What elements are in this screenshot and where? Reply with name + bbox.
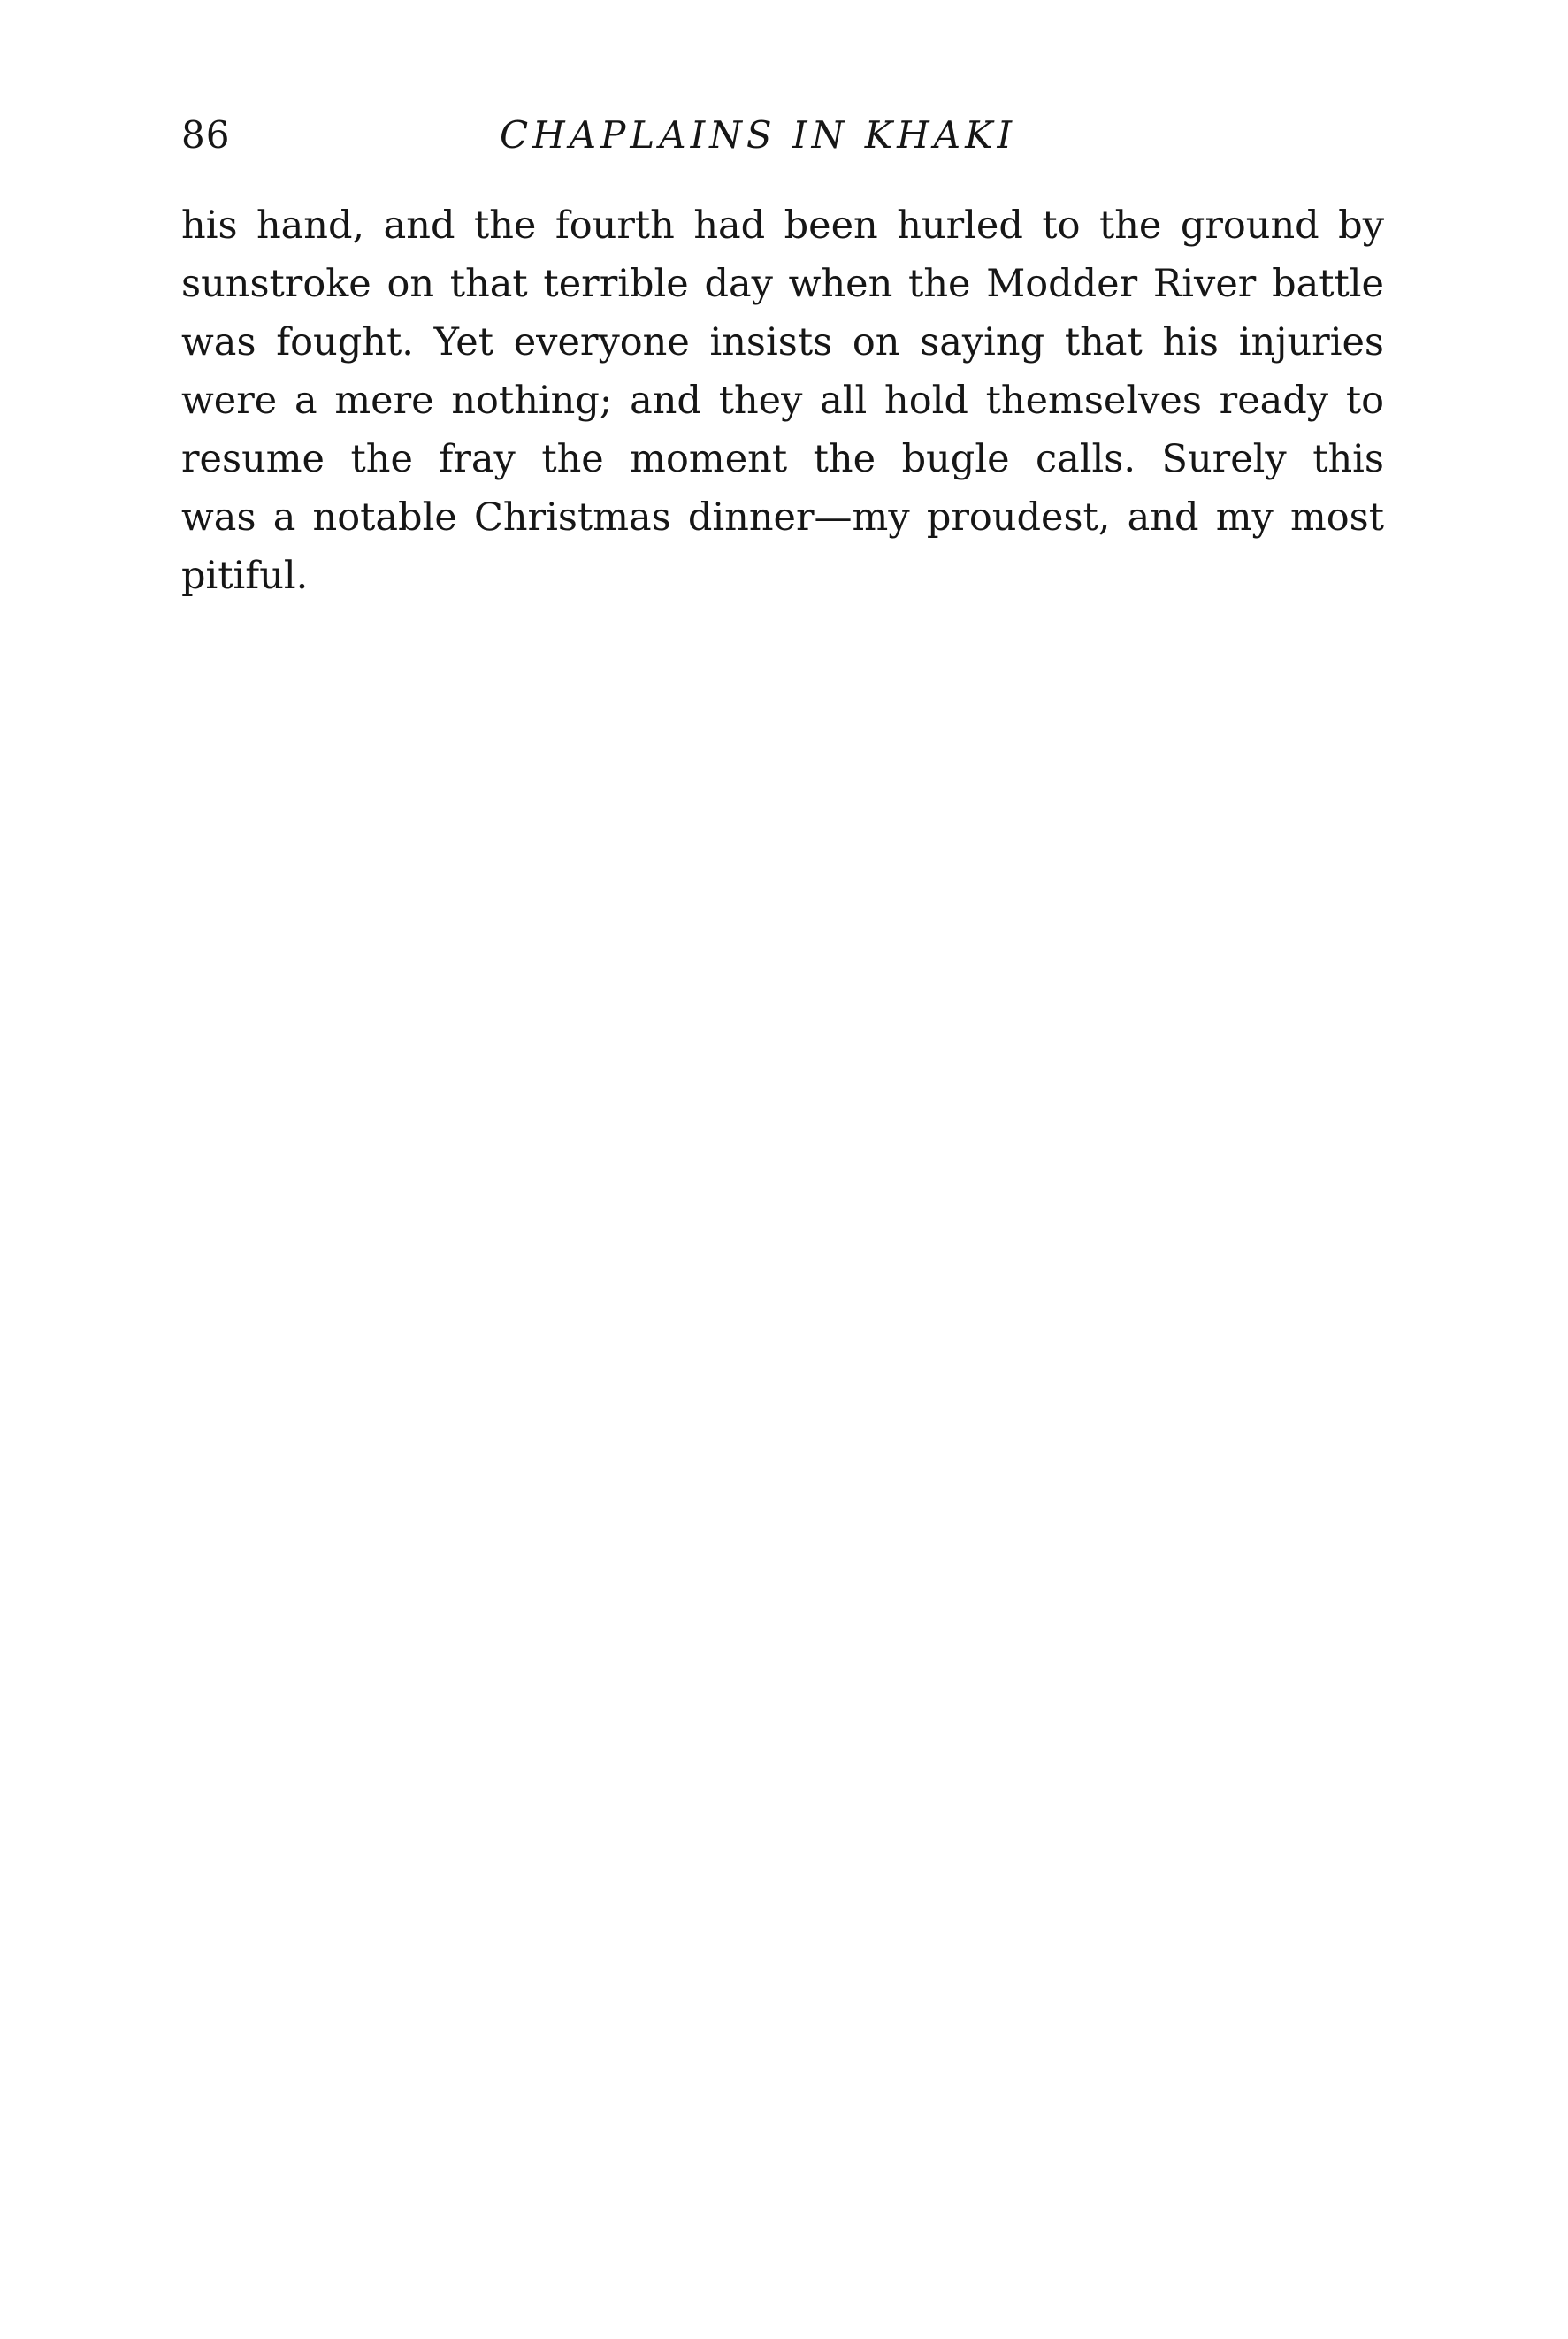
- text-line: his hand, and the fourth had been hurled to the ground by: [181, 203, 1384, 248]
- text-line: were a mere nothing; and they all hold themselves ready to: [181, 379, 1384, 423]
- text-line: pitiful.: [181, 554, 309, 598]
- running-title: CHAPLAINS IN KHAKI: [500, 113, 1017, 157]
- running-head: [181, 104, 1380, 166]
- body-paragraph: [181, 196, 1384, 605]
- text-line: resume the fray the moment the bugle calls. Surely this: [181, 437, 1384, 481]
- page-number: 86: [181, 113, 231, 157]
- text-line: was fought. Yet everyone insists on saying that his injuries: [181, 320, 1384, 364]
- text-line: sunstroke on that terrible day when the Modder River battle: [181, 262, 1384, 306]
- text-line: was a notable Christmas dinner—my proudest, and my most: [181, 495, 1384, 540]
